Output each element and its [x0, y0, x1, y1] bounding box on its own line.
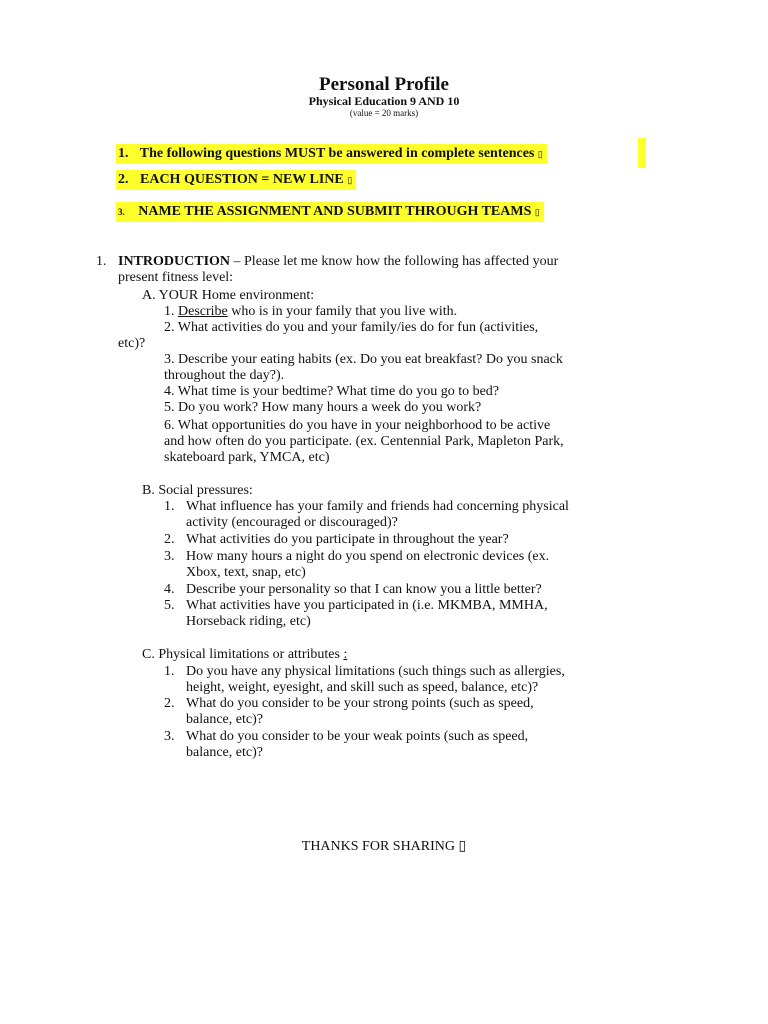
missing-glyph-icon: ▯: [534, 207, 540, 217]
section-c-q2-number: 2.: [164, 696, 175, 711]
section-b-q3-number: 3.: [164, 549, 175, 564]
page-subtitle: Physical Education 9 AND 10: [308, 94, 460, 108]
section-a-q6-line3: skateboard park, YMCA, etc): [164, 450, 330, 465]
underlined-word: Describe: [178, 304, 228, 319]
section-b-q1-line1: What influence has your family and friends had concerning physical: [186, 499, 569, 514]
section-b-q5-line2: Horseback riding, etc): [186, 614, 311, 629]
intro-number: 1.: [96, 254, 107, 269]
closing-line: THANKS FOR SHARING ▯: [301, 839, 467, 854]
section-a-q6-line2: and how often do you participate. (ex. Centennial Park, Mapleton Park,: [164, 434, 564, 449]
intro-text: – Please let me know how the following has affected your: [233, 254, 559, 269]
section-a-q6-line1: 6. What opportunities do you have in your neighborhood to be active: [164, 418, 551, 433]
section-b-q1-number: 1.: [164, 499, 175, 514]
instruction-number: 2.: [118, 172, 129, 188]
section-c-q1-line2: height, weight, eyesight, and skill such as speed, balance, etc)?: [186, 680, 539, 695]
section-b-q3-line2: Xbox, text, snap, etc): [186, 565, 306, 580]
section-c-q2-line1: What do you consider to be your strong points (such as speed,: [186, 696, 534, 711]
value-note: (value = 20 marks): [349, 108, 419, 118]
instruction-3: [116, 202, 544, 222]
section-c-label-text: C. Physical limitations or attributes: [142, 647, 340, 662]
section-a-label: A. YOUR Home environment:: [142, 288, 315, 303]
section-c-q3-line2: balance, etc)?: [186, 745, 263, 760]
instruction-text: EACH QUESTION = NEW LINE: [140, 172, 344, 188]
section-b-label: B. Social pressures:: [142, 483, 253, 498]
instruction-text: NAME THE ASSIGNMENT AND SUBMIT THROUGH TEAMS: [138, 204, 532, 220]
intro-heading: INTRODUCTION: [118, 254, 231, 269]
section-c-q2-line2: balance, etc)?: [186, 712, 263, 727]
section-b-q5-line1: What activities have you participated in (i.e. MKMBA, MMHA,: [186, 598, 548, 613]
instruction-number: 1.: [118, 146, 129, 162]
section-b-q2-number: 2.: [164, 532, 175, 547]
instruction-1: [116, 144, 547, 164]
missing-glyph-icon: ▯: [347, 175, 353, 185]
section-b-q3-line1: How many hours a night do you spend on electronic devices (ex.: [186, 549, 550, 564]
instruction-2: [116, 170, 356, 190]
section-a-q2-line1: 2. What activities do you and your family/ies do for fun (activities,: [164, 320, 539, 335]
missing-glyph-icon: ▯: [537, 149, 543, 159]
intro-line-1: [118, 254, 672, 270]
section-c-colon: :: [343, 647, 348, 662]
section-c-q3-line1: What do you consider to be your weak points (such as speed,: [186, 729, 529, 744]
question-text: who is in your family that you live with.: [231, 304, 458, 319]
section-a-q3-line1: 3. Describe your eating habits (ex. Do you eat breakfast? Do you snack: [164, 352, 563, 367]
page-title: Personal Profile: [319, 74, 449, 95]
section-b-q5-number: 5.: [164, 598, 175, 613]
section-c-q1-number: 1.: [164, 664, 175, 679]
section-c-label: [142, 647, 347, 663]
section-b-q4-line1: Describe your personality so that I can know you a little better?: [186, 582, 542, 597]
section-a-q3-line2: throughout the day?).: [164, 368, 285, 383]
highlight-tail: [638, 138, 646, 168]
section-a-q1: [164, 304, 457, 320]
section-b-q2-line1: What activities do you participate in throughout the year?: [186, 532, 509, 547]
section-a-q4: 4. What time is your bedtime? What time do you go to bed?: [164, 384, 500, 399]
section-c-q1-line1: Do you have any physical limitations (such things such as allergies,: [186, 664, 565, 679]
instruction-number: 3.: [118, 207, 125, 218]
question-number: 1.: [164, 304, 175, 319]
instruction-text: The following questions MUST be answered in complete sentences: [139, 146, 535, 162]
intro-line-2: present fitness level:: [118, 270, 234, 285]
section-c-q3-number: 3.: [164, 729, 175, 744]
section-b-q4-number: 4.: [164, 582, 175, 597]
section-b-q1-line2: activity (encouraged or discouraged)?: [186, 515, 398, 530]
section-a-q5: 5. Do you work? How many hours a week do you work?: [164, 400, 482, 415]
section-a-q2-line2: etc)?: [118, 336, 146, 351]
